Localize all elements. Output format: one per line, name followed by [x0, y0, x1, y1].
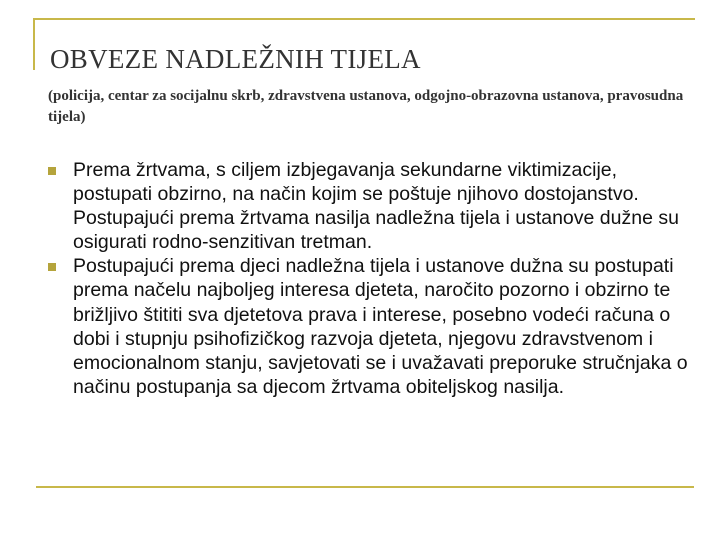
bullet-list	[48, 158, 688, 399]
bullet-item	[48, 254, 688, 399]
slide-subtitle: (policija, centar za socijalnu skrb, zdravstvena ustanova, odgojno-obrazovna ustanova, pravosudna tijela)	[48, 88, 684, 125]
bullet-text: Prema žrtvama, s ciljem izbjegavanja sekundarne viktimizacije, postupati obzirno, na način kojim se poštuje njihovo dostojanstvo. Postupajući prema žrtvama nasilja nadležna tijela i ustanove dužne su osigurati rodno-senzitivan tretman.	[73, 159, 679, 254]
square-bullet-icon	[48, 167, 56, 175]
title-frame-horizontal-line	[33, 18, 695, 20]
title-frame-vertical-line	[33, 18, 35, 70]
bullet-text: Postupajući prema djeci nadležna tijela i ustanove dužna su postupati prema načelu najboljeg interesa djeteta, naročito pozorno i obzirno te brižljivo štititi sva djetetova prava i interese, posebno vodeći računa o dobi i stupnju psihofizičkog razvoja djeteta, njegovu zdravstvenom i emocionalnom stanju, savjetovati se i uvažavati preporuke stručnjaka o načinu postupanja sa djecom žrtvama obiteljskog nasilja.	[73, 255, 688, 398]
footer-divider	[36, 486, 694, 488]
bullet-item	[48, 158, 688, 254]
square-bullet-icon	[48, 263, 56, 271]
slide-title: OBVEZE NADLEŽNIH TIJELA	[50, 44, 421, 74]
